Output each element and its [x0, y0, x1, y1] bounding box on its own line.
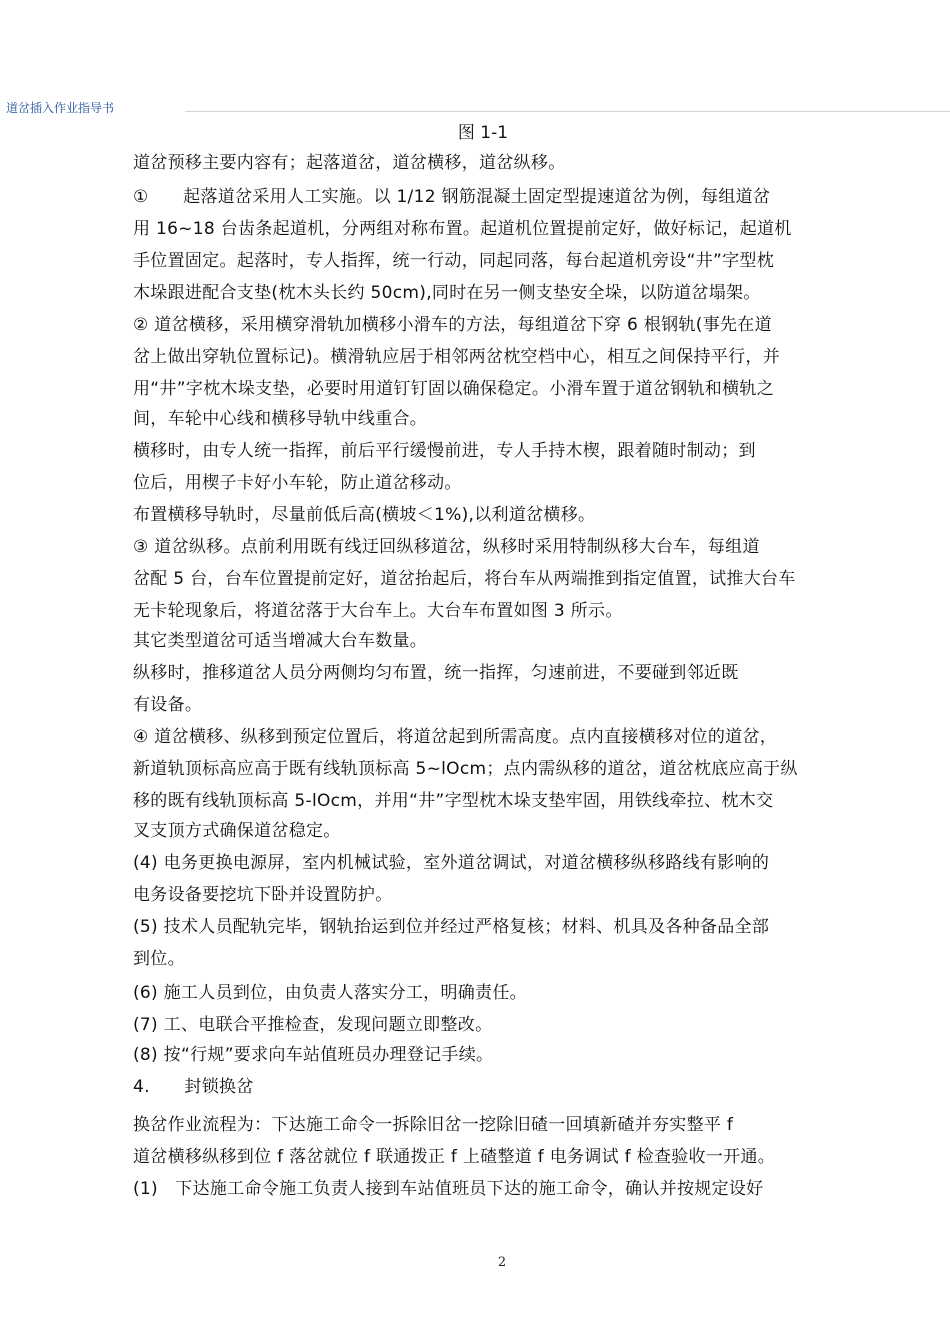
text-line: 纵移时，推移道岔人员分两侧均匀布置，统一指挥，匀速前进，不要碰到邻近既	[133, 663, 739, 683]
text-line: 有设备。	[133, 695, 203, 715]
text-line: ② 道岔横移，采用横穿滑轨加横移小滑车的方法，每组道岔下穿 6 根钢轨(事先在道	[133, 315, 772, 335]
text-line: ④ 道岔横移、纵移到预定位置后，将道岔起到所需高度。点内直接横移对位的道岔，	[133, 727, 778, 747]
text-line: 岔配 5 台，台车位置提前定好，道岔抬起后，将台车从两端推到指定值置，试推大台车	[133, 569, 796, 589]
text-line: 手位置固定。起落时，专人指挥，统一行动，同起同落，每台起道机旁设“井”字型枕	[133, 251, 775, 271]
text-line: 叉支顶方式确保道岔稳定。	[133, 821, 341, 841]
text-line: 道岔横移纵移到位 f 落岔就位 f 联通拨正 f 上碴整道 f 电务调试 f 检查验收一开通。	[133, 1147, 776, 1167]
text-line: ③ 道岔纵移。点前利用既有线迂回纵移道岔，纵移时采用特制纵移大台车，每组道	[133, 537, 760, 557]
text-line: (7) 工、电联合平推检查，发现问题立即整改。	[133, 1015, 493, 1035]
text-line: (8) 按“行规”要求向车站值班员办理登记手续。	[133, 1045, 494, 1065]
page-number: 2	[497, 1255, 507, 1270]
text-line: 道岔预移主要内容有；起落道岔，道岔横移，道岔纵移。	[133, 153, 566, 173]
text-line: 到位。	[133, 949, 185, 969]
figure-caption: 图 1-1	[457, 123, 509, 143]
text-line: 木垛跟进配合支垫(枕木头长约 50cm),同时在另一侧支垫安全垛，以防道岔塌架。	[133, 283, 761, 303]
text-line: 电务设备要挖坑下卧并设置防护。	[133, 885, 393, 905]
text-line: (5) 技术人员配轨完毕，钢轨抬运到位并经过严格复核；材料、机具及各种备品全部	[133, 917, 770, 937]
text-line: 新道轨顶标高应高于既有线轨顶标高 5~lOcm；点内需纵移的道岔，道岔枕底应高于纵	[133, 759, 798, 779]
text-line: 移的既有线轨顶标高 5-lOcm，并用“井”字型枕木垛支垫牢固，用铁线牵拉、枕木交	[133, 791, 774, 811]
text-line: 间，车轮中心线和横移导轨中线重合。	[133, 409, 428, 429]
text-line: 岔上做出穿轨位置标记)。横滑轨应居于相邻两岔枕空档中心，相互之间保持平行，并	[133, 347, 781, 367]
text-line: (4) 电务更换电源屏，室内机械试验，室外道岔调试，对道岔横移纵移路线有影响的	[133, 853, 770, 873]
text-line: (1) 下达施工命令施工负责人接到车站值班员下达的施工命令，确认并按规定设好	[133, 1179, 764, 1199]
document-header-title: 道岔插入作业指导书	[6, 101, 115, 115]
text-line: 无卡轮现象后，将道岔落于大台车上。大台车布置如图 3 所示。	[133, 601, 623, 621]
text-line: 其它类型道岔可适当增减大台车数量。	[133, 631, 428, 651]
header-divider	[185, 111, 950, 112]
text-line: 横移时，由专人统一指挥，前后平行缓慢前进，专人手持木楔，跟着随时制动；到	[133, 441, 756, 461]
text-line: (6) 施工人员到位，由负责人落实分工，明确责任。	[133, 983, 527, 1003]
text-line: 换岔作业流程为：下达施工命令一拆除旧岔一挖除旧碴一回填新碴并夯实整平 f	[133, 1115, 734, 1135]
text-line: 4. 封锁换岔	[133, 1077, 254, 1097]
text-line: 用“井”字枕木垛支垫，必要时用道钉钉固以确保稳定。小滑车置于道岔钢轨和横轨之	[133, 379, 775, 399]
text-line: 布置横移导轨时，尽量前低后高(横坡＜1%),以利道岔横移。	[133, 505, 596, 525]
text-line: ① 起落道岔采用人工实施。以 1/12 钢筋混凝土固定型提速道岔为例，每组道岔	[133, 187, 771, 207]
text-line: 用 16~18 台齿条起道机，分两组对称布置。起道机位置提前定好，做好标记，起道机	[133, 219, 792, 239]
text-line: 位后，用楔子卡好小车轮，防止道岔移动。	[133, 473, 462, 493]
